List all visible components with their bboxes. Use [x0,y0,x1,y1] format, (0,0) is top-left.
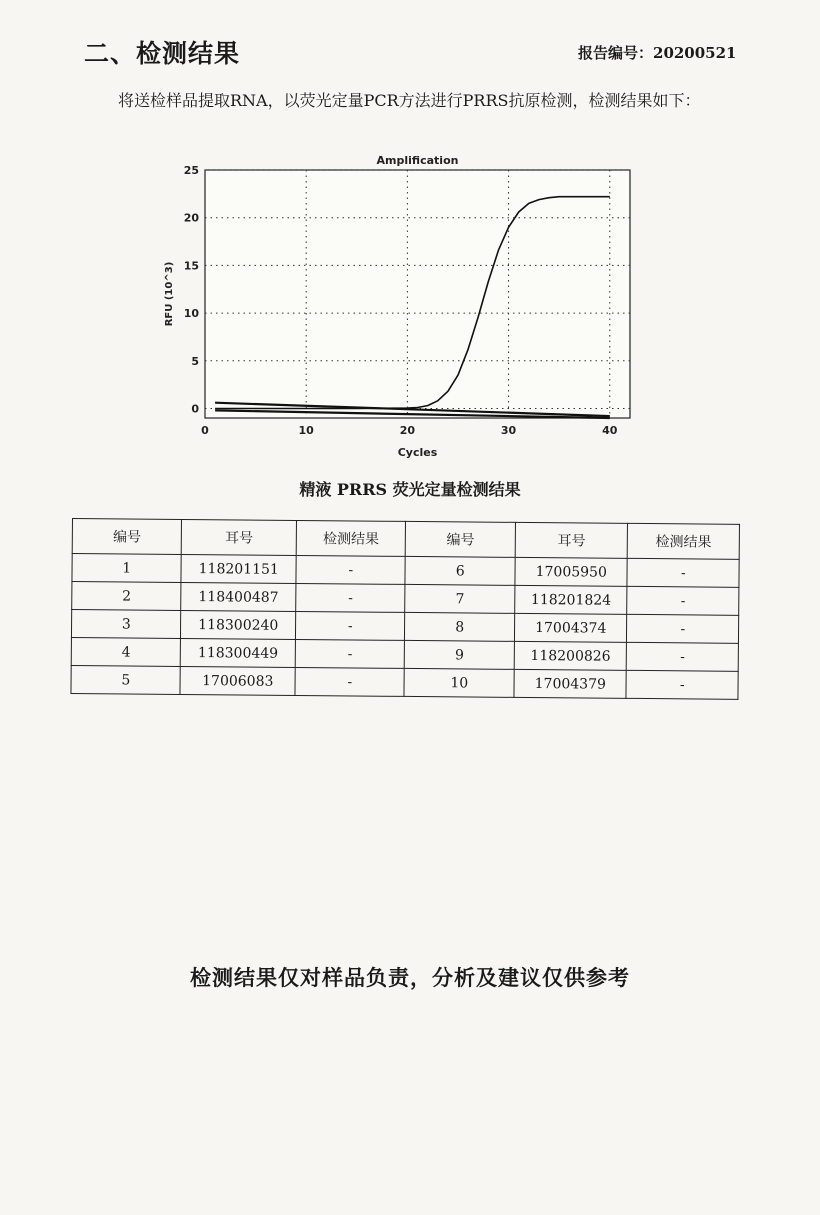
table-cell: 118400487 [181,582,296,611]
intro-text: 将送检样品提取RNA，以荧光定量PCR方法进行PRRS抗原检测，检测结果如下： [118,91,701,110]
report-number: 报告编号：20200521 [578,44,737,62]
chart-title: Amplification [376,154,459,167]
x-tick-label: 30 [500,424,517,437]
x-tick-label: 10 [298,424,314,437]
chart-caption: 精液 PRRS 荧光定量检测结果 [299,480,521,499]
table-cell: 118200826 [514,641,627,670]
table-cell: 5 [71,665,181,694]
y-tick-label: 25 [183,164,199,177]
x-tick-label: 0 [201,424,209,437]
table-cell: 118201824 [515,585,628,614]
table-cell: 2 [72,582,182,611]
table-cell: - [296,555,406,584]
table-cell: - [627,614,739,643]
amplification-chart [150,150,650,465]
table-cell: 17006083 [180,666,295,695]
table-cell: 10 [404,668,514,697]
y-tick-label: 0 [191,402,199,416]
table-cell: 118300449 [181,638,296,667]
table-cell: 8 [405,612,515,641]
table-cell: 118300240 [181,610,296,639]
table-cell: 1 [72,554,182,583]
table-cell: 4 [71,637,181,666]
header-cell: 耳号 [515,522,628,558]
y-tick-label: 20 [183,211,199,225]
table-row [71,665,738,699]
header-cell: 编号 [406,521,516,557]
x-axis-label: Cycles [397,446,438,459]
x-tick-label: 20 [399,424,416,437]
table-cell: 7 [405,584,515,613]
header-cell: 耳号 [182,519,297,555]
results-table [70,518,740,700]
table-cell: - [627,558,739,587]
table-cell: - [627,642,739,671]
table-cell: - [296,583,406,612]
amplification-chart-svg [150,150,650,465]
y-tick-label: 10 [183,307,199,321]
table-cell: 17004379 [514,669,627,698]
table-cell: 3 [71,610,181,639]
section-title: 二、检测结果 [84,39,241,68]
header-cell: 检测结果 [628,523,740,559]
x-tick-label: 40 [602,424,618,437]
table-cell: - [626,670,738,699]
table-cell: 17005950 [515,557,628,586]
y-tick-label: 15 [183,259,199,273]
table-header-row [72,519,739,560]
table-cell: 17004374 [514,613,627,642]
header-cell: 检测结果 [296,520,406,556]
table-cell: - [295,611,405,640]
table-cell: 9 [405,640,515,669]
table-cell: - [627,586,739,615]
table-cell: 6 [405,556,515,585]
table-cell: 118201151 [181,554,296,583]
disclaimer-note: 检测结果仅对样品负责，分析及建议仅供参考 [190,966,630,990]
table-cell: - [295,639,405,668]
y-tick-label: 5 [191,354,199,368]
plot-frame [205,170,630,418]
header-cell: 编号 [72,519,182,555]
y-axis-label: RFU (10^3) [164,261,175,327]
table-cell: - [295,667,405,696]
